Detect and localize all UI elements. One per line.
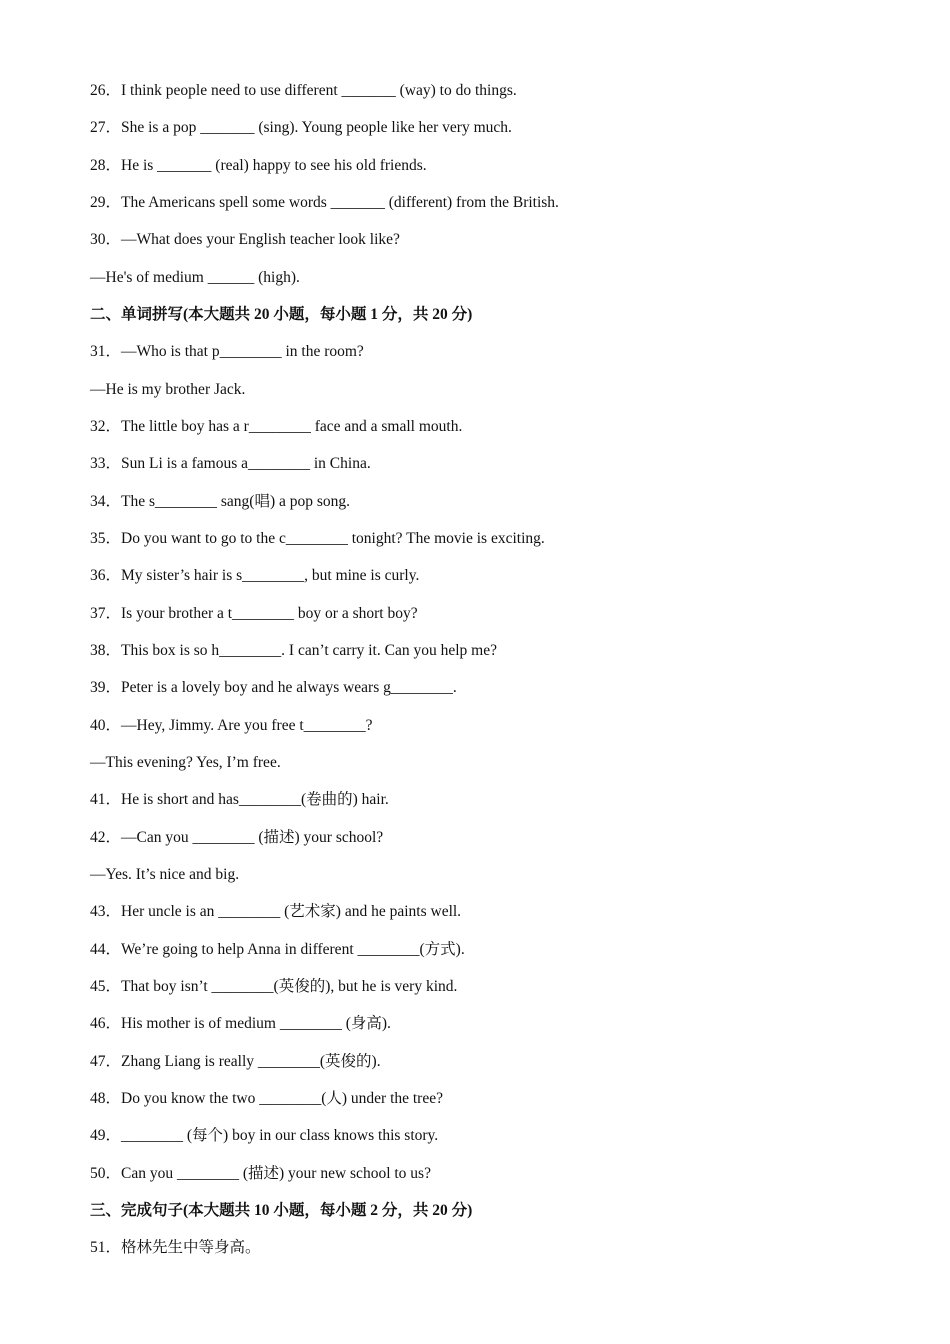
section-heading-2: 二、单词拼写(本大题共 20 小题，每小题 1 分，共 20 分): [90, 306, 473, 323]
question-30-answer: —He's of medium ______ (high).: [90, 269, 300, 286]
question-39: 39．Peter is a lovely boy and he always wears g________.: [90, 679, 457, 696]
question-50: 50．Can you ________ (描述) your new school to us?: [90, 1165, 431, 1182]
question-34: 34．The s________ sang(唱) a pop song.: [90, 493, 351, 510]
question-35: 35．Do you want to go to the c________ tonight? The movie is exciting.: [90, 530, 545, 547]
question-37: 37．Is your brother a t________ boy or a short boy?: [90, 605, 418, 622]
question-49: 49．________ (每个) boy in our class knows this story.: [90, 1127, 439, 1144]
section-heading-3: 三、完成句子(本大题共 10 小题，每小题 2 分，共 20 分): [90, 1202, 473, 1219]
question-32: 32．The little boy has a r________ face and a small mouth.: [90, 418, 463, 435]
question-42: 42．—Can you ________ (描述) your school?: [90, 829, 384, 846]
question-44: 44．We’re going to help Anna in different ________(方式).: [90, 941, 465, 958]
question-51: 51．格林先生中等身高。: [90, 1239, 261, 1256]
question-30: 30．—What does your English teacher look like?: [90, 231, 400, 248]
question-31-answer: —He is my brother Jack.: [90, 381, 246, 398]
question-26: 26．I think people need to use different _______ (way) to do things.: [90, 82, 517, 99]
question-45: 45．That boy isn’t ________(英俊的), but he is very kind.: [90, 978, 458, 995]
question-28: 28．He is _______ (real) happy to see his old friends.: [90, 157, 427, 174]
question-43: 43．Her uncle is an ________ (艺术家) and he paints well.: [90, 903, 462, 920]
question-31: 31．—Who is that p________ in the room?: [90, 343, 364, 360]
question-36: 36．My sister’s hair is s________, but mine is curly.: [90, 567, 420, 584]
question-40: 40．—Hey, Jimmy. Are you free t________?: [90, 717, 373, 734]
question-33: 33．Sun Li is a famous a________ in China.: [90, 455, 371, 472]
question-40-answer: —This evening? Yes, I’m free.: [90, 754, 281, 771]
question-27: 27．She is a pop _______ (sing). Young people like her very much.: [90, 119, 512, 136]
question-46: 46．His mother is of medium ________ (身高).: [90, 1015, 391, 1032]
question-42-answer: —Yes. It’s nice and big.: [90, 866, 240, 883]
question-47: 47．Zhang Liang is really ________(英俊的).: [90, 1053, 381, 1070]
question-38: 38．This box is so h________. I can’t carry it. Can you help me?: [90, 642, 497, 659]
question-41: 41．He is short and has________(卷曲的) hair.: [90, 791, 389, 808]
question-48: 48．Do you know the two ________(人) under the tree?: [90, 1090, 443, 1107]
question-29: 29．The Americans spell some words _______ (different) from the British.: [90, 194, 559, 211]
